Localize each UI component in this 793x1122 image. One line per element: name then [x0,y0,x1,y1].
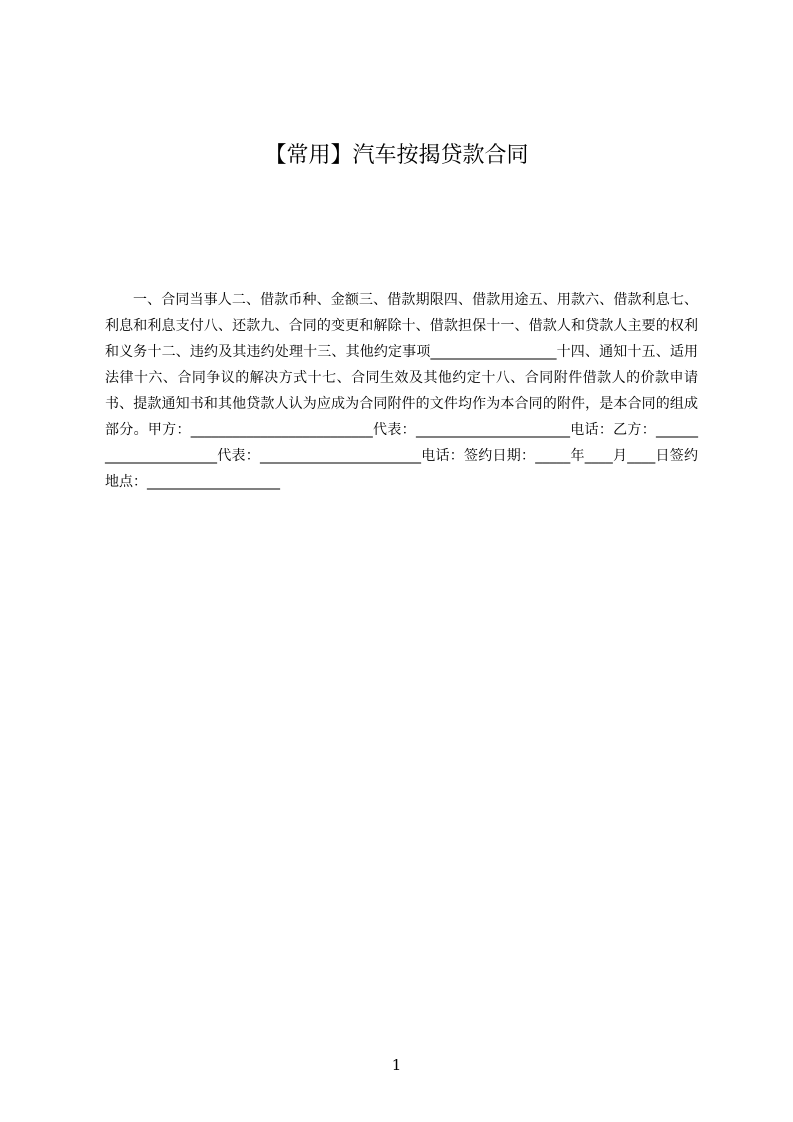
page-number: 1 [391,1056,402,1074]
document-title: 【常用】汽车按揭贷款合同 [264,143,529,168]
contract-body-text: 一、合同当事人二、借款币种、金额三、借款期限四、借款用途五、用款六、借款利息七、利息和利息支付八、还款九、合同的变更和解除十、借款担保十一、借款人和贷款人主要的权利和义务十二、违约及其违约处理十三、其他约定事项__________________十四、通知十五、适用法律十六、合同争议的解决方式十七、合同生效及其他约定十八、合同附件借款人的价款申请书、提款通知书和其他贷款人认为应成为合同附件的文件均作为本合同的附件，是本合同的组成部分。甲方：__________________________代表：______________________电话：乙方：______________________代表：_______________________电话：签约日期：_____年____月____日签约地点：___________________ [105,292,698,490]
